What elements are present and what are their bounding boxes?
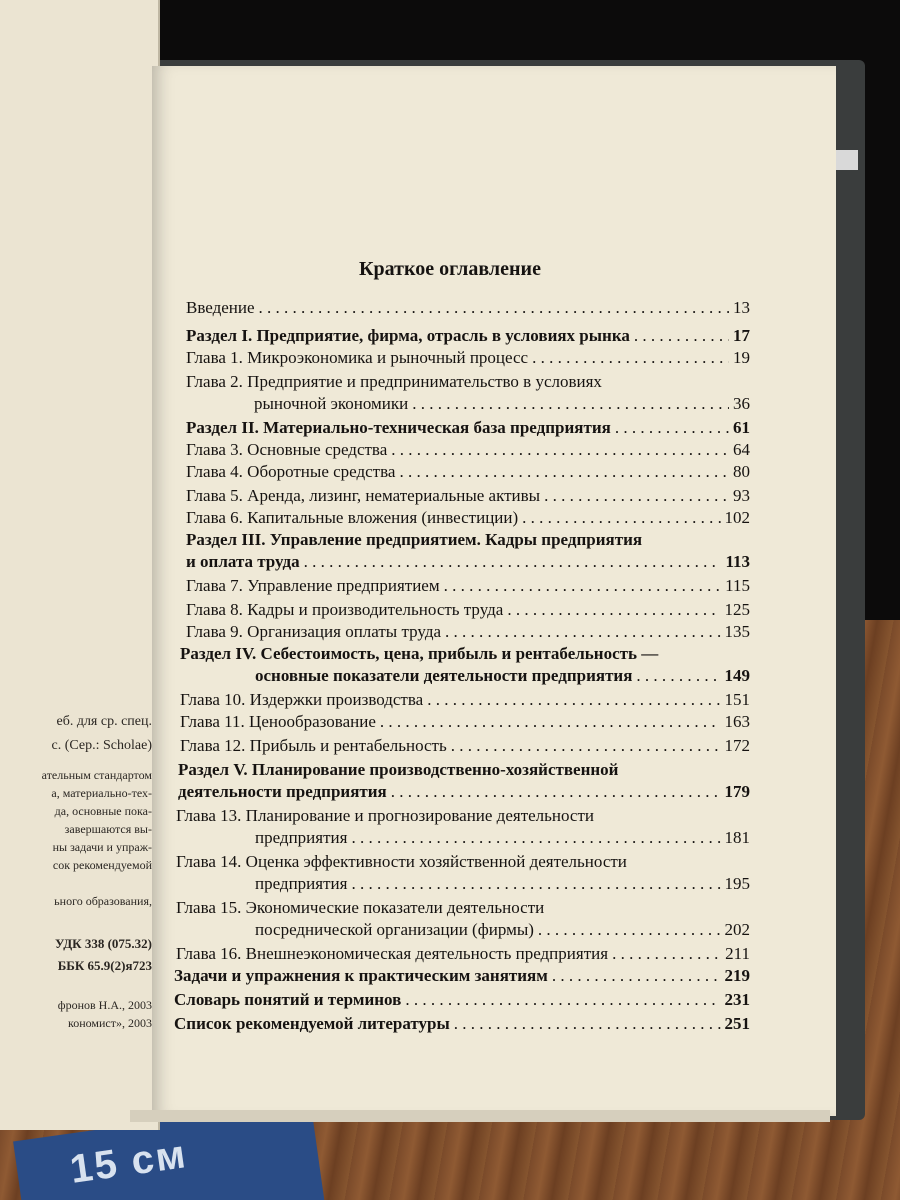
- toc-entry[interactable]: [176, 944, 750, 964]
- left-page-line: ны задачи и упраж-: [52, 840, 152, 854]
- toc-page-number: 179: [724, 782, 750, 801]
- toc-page-number: 231: [724, 990, 750, 1009]
- toc-leader-dots: [552, 966, 721, 986]
- ruler-label: 15 см: [67, 1132, 190, 1192]
- toc-entry[interactable]: [178, 782, 750, 802]
- toc-page-number: 135: [724, 622, 750, 641]
- toc-entry-label: предприятия: [255, 828, 348, 847]
- toc-entry[interactable]: [254, 394, 750, 414]
- toc-entry[interactable]: [174, 966, 750, 986]
- toc-entry[interactable]: [186, 508, 750, 528]
- udk-code: УДК 338 (075.32): [54, 936, 152, 951]
- toc-page-number: 151: [724, 690, 750, 709]
- toc-page-number: 219: [724, 966, 750, 985]
- toc-leader-dots: [427, 690, 720, 710]
- toc-entry-label: Глава 12. Прибыль и рентабельность: [180, 736, 447, 755]
- toc-entry-label: Словарь понятий и терминов: [174, 990, 402, 1009]
- toc-entry-first-line: Раздел III. Управление предприятием. Кадры предприятия: [186, 530, 643, 549]
- toc-entry-label: Раздел II. Материально-техническая база предприятия: [186, 418, 611, 437]
- toc-entry[interactable]: [186, 418, 750, 438]
- toc-leader-dots: [351, 874, 720, 894]
- toc-page-number: 163: [724, 712, 750, 731]
- toc-entry-first-line: Глава 14. Оценка эффективности хозяйственной деятельности: [176, 852, 627, 871]
- toc-entry-label: Глава 3. Основные средства: [186, 440, 388, 459]
- bbk-code: ББК 65.9(2)я723: [57, 958, 152, 973]
- toc-page-number: 149: [724, 666, 750, 685]
- toc-entry-label: посреднической организации (фирмы): [255, 920, 534, 939]
- toc-leader-dots: [454, 1014, 721, 1034]
- toc-leader-dots: [380, 712, 721, 732]
- toc-entry-label: Задачи и упражнения к практическим занятиям: [174, 966, 548, 985]
- toc-leader-dots: [391, 782, 721, 802]
- copyright-line: фронов Н.А., 2003: [57, 998, 152, 1012]
- toc-page-number: 195: [724, 874, 750, 893]
- toc-entry-first-line: Раздел IV. Себестоимость, цена, прибыль и рентабельность —: [180, 644, 659, 663]
- toc-entry[interactable]: [180, 690, 750, 710]
- toc-leader-dots: [634, 326, 729, 346]
- toc-page-number: 211: [725, 944, 750, 963]
- left-page-line: а, материально-тех-: [51, 786, 152, 800]
- toc-page-number: 115: [725, 576, 750, 595]
- toc-entry-label: Глава 11. Ценообразование: [180, 712, 376, 731]
- toc-entry-label: Список рекомендуемой литературы: [174, 1014, 450, 1033]
- toc-entry-first-line: Раздел V. Планирование производственно-хозяйственной: [178, 760, 619, 779]
- toc-entry[interactable]: [186, 348, 750, 368]
- toc-entry[interactable]: [186, 486, 750, 506]
- toc-entry[interactable]: [186, 600, 750, 620]
- toc-leader-dots: [612, 944, 721, 964]
- toc-entry[interactable]: [186, 462, 750, 482]
- toc-entry-first-line: Глава 15. Экономические показатели деятельности: [176, 898, 545, 917]
- toc-entry-label: рыночной экономики: [254, 394, 409, 413]
- toc-leader-dots: [532, 348, 729, 368]
- toc-page-number: 36: [733, 394, 750, 413]
- toc-leader-dots: [304, 552, 722, 572]
- toc-entry[interactable]: [186, 622, 750, 642]
- toc-page-number: 93: [733, 486, 750, 505]
- left-page-line: ательным стандартом: [41, 768, 152, 782]
- toc-entry-label: Глава 1. Микроэкономика и рыночный процесс: [186, 348, 529, 367]
- toc-page-number: 172: [724, 736, 750, 755]
- toc-leader-dots: [444, 576, 722, 596]
- toc-entry[interactable]: [186, 298, 750, 318]
- toc-title: Краткое оглавление: [359, 258, 541, 280]
- left-page-line: завершаются вы-: [64, 822, 152, 836]
- toc-leader-dots: [399, 462, 729, 482]
- toc-entry[interactable]: [186, 440, 750, 460]
- toc-leader-dots: [636, 666, 720, 686]
- toc-leader-dots: [445, 622, 720, 642]
- toc-entry-label: основные показатели деятельности предприятия: [255, 666, 633, 685]
- toc-entry-label: Глава 5. Аренда, лизинг, нематериальные активы: [186, 486, 541, 505]
- toc-entry-label: деятельности предприятия: [178, 782, 387, 801]
- toc-leader-dots: [615, 418, 729, 438]
- toc-entry[interactable]: [180, 712, 750, 732]
- toc-entry-first-line: Глава 2. Предприятие и предпринимательство в условиях: [186, 372, 602, 391]
- copyright-line: кономист», 2003: [68, 1016, 152, 1030]
- toc-page-number: 13: [733, 298, 750, 317]
- toc-leader-dots: [405, 990, 720, 1010]
- toc-page-number: 80: [733, 462, 750, 481]
- toc-page-number: 64: [733, 440, 750, 459]
- toc-page-number: 113: [725, 552, 750, 571]
- toc-entry[interactable]: [186, 552, 750, 572]
- toc-entry[interactable]: [255, 874, 750, 894]
- toc-entry-label: Глава 7. Управление предприятием: [186, 576, 440, 595]
- toc-page-number: 202: [724, 920, 750, 939]
- left-page-line: да, основные пока-: [54, 804, 152, 818]
- toc-entry-label: Глава 10. Издержки производства: [180, 690, 424, 709]
- toc-page-number: 125: [724, 600, 750, 619]
- toc-entry[interactable]: [180, 736, 750, 756]
- toc-leader-dots: [351, 828, 720, 848]
- toc-entry-label: Раздел I. Предприятие, фирма, отрасль в условиях рынка: [186, 326, 630, 345]
- toc-page-number: 19: [733, 348, 750, 367]
- toc-entry-label: Глава 16. Внешнеэкономическая деятельность предприятия: [176, 944, 609, 963]
- toc-entry-label: и оплата труда: [186, 552, 300, 571]
- toc-page-number: 181: [724, 828, 750, 847]
- toc-leader-dots: [412, 394, 729, 414]
- toc-leader-dots: [451, 736, 721, 756]
- toc-leader-dots: [544, 486, 729, 506]
- toc-page-number: 102: [724, 508, 750, 527]
- toc-entry-label: Глава 6. Капитальные вложения (инвестиции): [186, 508, 519, 527]
- toc-entry[interactable]: [174, 1014, 750, 1034]
- toc-entry[interactable]: [174, 990, 750, 1010]
- left-page-line: еб. для ср. спец.: [56, 714, 152, 729]
- toc-entry[interactable]: [186, 326, 750, 346]
- toc-page-number: 251: [724, 1014, 750, 1033]
- toc-entry[interactable]: [255, 828, 750, 848]
- toc-leader-dots: [522, 508, 720, 528]
- toc-entry-label: Введение: [186, 298, 255, 317]
- toc-entry[interactable]: [186, 576, 750, 596]
- toc-entry-label: Глава 8. Кадры и производительность труда: [186, 600, 504, 619]
- left-page-line: с. (Сер.: Scholae): [51, 738, 152, 753]
- toc-entry-label: Глава 4. Оборотные средства: [186, 462, 396, 481]
- toc-leader-dots: [259, 298, 729, 318]
- toc-page-number: 17: [733, 326, 750, 345]
- toc-leader-dots: [507, 600, 720, 620]
- toc-entry[interactable]: [255, 920, 750, 940]
- toc-entry-first-line: Глава 13. Планирование и прогнозирование деятельности: [176, 806, 595, 825]
- toc-leader-dots: [391, 440, 729, 460]
- left-page-line: сок рекомендуемой: [52, 858, 152, 872]
- toc-entry[interactable]: [255, 666, 750, 686]
- toc-entry-label: Глава 9. Организация оплаты труда: [186, 622, 442, 641]
- left-page-line: ьного образования,: [54, 894, 152, 908]
- toc-page-number: 61: [733, 418, 750, 437]
- toc-entry-label: предприятия: [255, 874, 348, 893]
- toc-leader-dots: [538, 920, 721, 940]
